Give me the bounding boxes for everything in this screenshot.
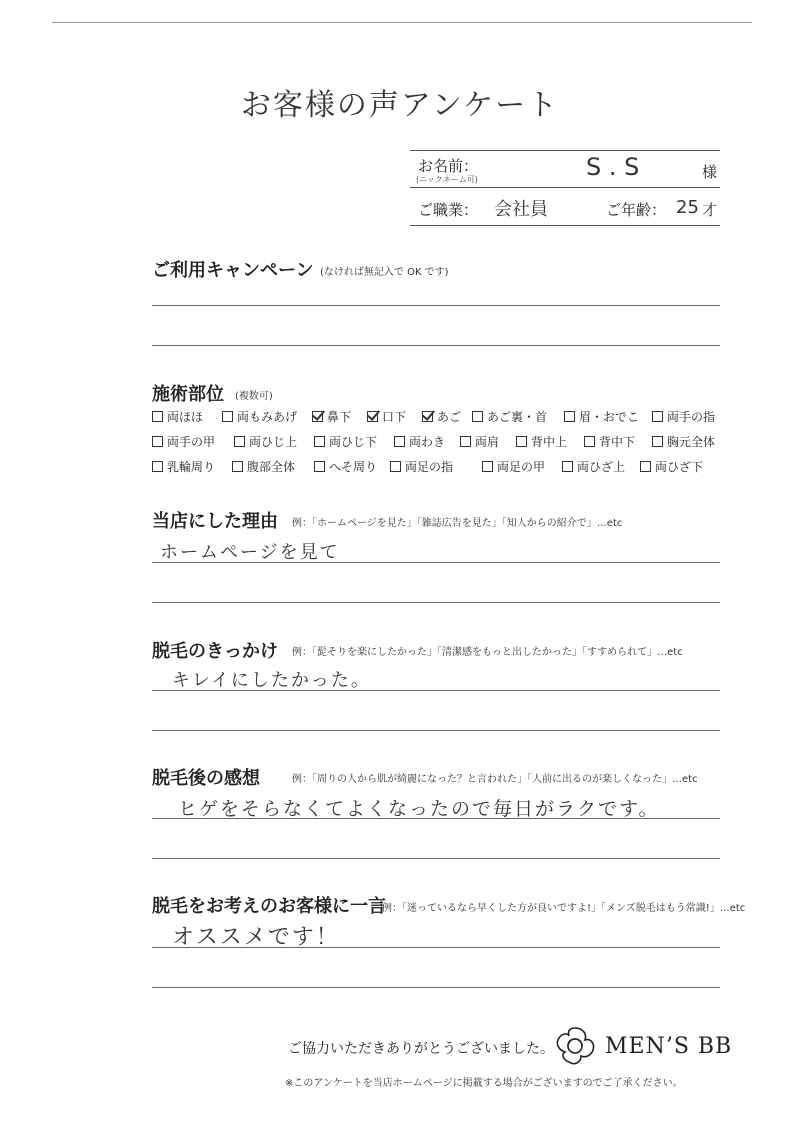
checkbox-item[interactable] [472,408,547,425]
empty-box-icon[interactable] [152,436,163,447]
empty-box-icon[interactable] [152,411,163,422]
checked-box-icon[interactable] [367,411,378,422]
empty-box-icon[interactable] [222,411,233,422]
empty-box-icon[interactable] [152,461,163,472]
parts-note: (複数可) [235,391,273,402]
checkbox-item[interactable] [232,458,295,475]
checkbox-item[interactable] [394,433,445,450]
trigger-line-2 [152,730,720,731]
checkbox-item[interactable] [367,408,406,425]
top-border-line [52,22,752,23]
brand-name: MEN’S BB [605,1034,733,1059]
checked-box-icon[interactable] [312,411,323,422]
checkbox-label: 両ひざ下 [655,460,704,474]
checkbox-label: 乳輪周り [167,460,216,474]
checkbox-item[interactable] [314,458,377,475]
checkbox-label: 両ひじ上 [249,435,298,449]
empty-box-icon[interactable] [460,436,471,447]
thanks-message: ご協力いただきありがとうございました。 [288,1041,554,1057]
checkbox-label: 口下 [382,410,407,424]
reason-line-2 [152,602,720,603]
checkbox-label: あご裏・首 [487,410,548,424]
checkbox-item[interactable] [234,433,297,450]
empty-box-icon[interactable] [640,461,651,472]
checkbox-label: 両ひざ上 [577,460,626,474]
job-label: ご職業： [418,201,479,219]
message-line-1 [152,947,720,948]
campaign-line-2 [152,345,720,346]
checkbox-label: 両足の指 [405,460,454,474]
empty-box-icon[interactable] [314,436,325,447]
campaign-line-1 [152,305,720,306]
checkbox-label: へそ周り [329,460,378,474]
trigger-title: 脱毛のきっかけ [152,641,278,662]
reason-title: 当店にした理由 [152,511,278,532]
job-value: 会社員 [494,199,548,220]
job-age-row [410,187,720,226]
checkbox-item[interactable] [460,433,499,450]
message-line-2 [152,987,720,988]
empty-box-icon[interactable] [390,461,401,472]
reason-answer: ホームページを見て [160,542,340,563]
empty-box-icon[interactable] [234,436,245,447]
message-note: 例：「迷っているなら早くした方が良いですよ!」「メンズ脱毛はもう常識!」…etc [382,903,746,914]
checkbox-label: 腹部全体 [247,460,296,474]
checkbox-item[interactable] [152,408,203,425]
empty-box-icon[interactable] [482,461,493,472]
reason-note: 例：「ホームページを見た」「雑誌広告を見た」「知人からの紹介で」…etc [292,518,623,529]
checkbox-label: 両もみあげ [237,410,298,424]
checkbox-label: 両手の甲 [167,435,216,449]
page-title: お客様の声アンケート [240,88,560,123]
checkbox-label: 眉・おでこ [579,410,639,424]
impression-title: 脱毛後の感想 [152,768,260,789]
checkbox-label: 両わき [409,435,446,449]
campaign-note: (なければ無記入で OK です) [320,267,449,278]
checkbox-item[interactable] [482,458,545,475]
age-value: 25 [676,197,699,218]
name-sub-label: (ニックネーム可) [416,175,478,184]
empty-box-icon[interactable] [394,436,405,447]
checkbox-item[interactable] [584,433,635,450]
empty-box-icon[interactable] [584,436,595,447]
name-value: S . S [586,153,640,181]
checkbox-item[interactable] [562,458,625,475]
empty-box-icon[interactable] [314,461,325,472]
publication-notice: ※このアンケートを当店ホームページに掲載する場合がございますのでご了承ください。 [285,1078,683,1089]
checkbox-label: 背中下 [599,435,636,449]
impression-line-2 [152,858,720,859]
checkbox-item[interactable] [652,433,715,450]
checkbox-item[interactable] [640,458,703,475]
checkbox-item[interactable] [314,433,377,450]
checkbox-label: 背中上 [531,435,568,449]
checkbox-item[interactable] [152,433,215,450]
impression-answer: ヒゲをそらなくてよくなったので毎日がラクです。 [178,798,660,820]
checkbox-item[interactable] [152,458,215,475]
impression-line-1 [152,818,720,819]
checkbox-label: 両足の甲 [497,460,546,474]
checkbox-label: 胸元全体 [667,435,716,449]
trigger-line-1 [152,690,720,691]
checkbox-label: 鼻下 [327,410,352,424]
checkbox-label: 両手の指 [667,410,716,424]
checkbox-item[interactable] [312,408,351,425]
reason-line-1 [152,562,720,563]
trigger-note: 例：「髭そりを楽にしたかった」「清潔感をもっと出したかった」「すすめられて」…etc [292,647,683,658]
checkbox-label: 両肩 [475,435,500,449]
age-suffix: 才 [702,201,718,219]
campaign-title: ご利用キャンペーン [152,260,314,281]
name-row [410,151,720,188]
impression-note: 例：「周りの人から肌が綺麗になった？と言われた」「人前に出るのが楽しくなった」…etc [292,774,698,785]
checkbox-item[interactable] [390,458,453,475]
parts-title: 施術部位 [152,384,224,405]
empty-box-icon[interactable] [562,461,573,472]
trigger-answer: キレイにしたかった。 [172,670,371,691]
empty-box-icon[interactable] [652,411,663,422]
message-answer: オススメです！ [172,925,340,950]
checkbox-item[interactable] [422,408,461,425]
name-suffix: 様 [702,163,718,181]
checkbox-label: 両ほほ [167,410,204,424]
empty-box-icon[interactable] [652,436,663,447]
message-title: 脱毛をお考えのお客様に一言 [152,896,386,917]
empty-box-icon[interactable] [564,411,575,422]
customer-info-box [410,150,720,225]
checkbox-item[interactable] [222,408,297,425]
name-label: お名前： [418,157,479,175]
checked-box-icon[interactable] [422,411,433,422]
checkbox-item[interactable] [564,408,639,425]
empty-box-icon[interactable] [516,436,527,447]
checkbox-item[interactable] [652,408,715,425]
age-label: ご年齢： [606,201,667,219]
checkbox-label: あご [437,410,462,424]
checkbox-item[interactable] [516,433,567,450]
checkbox-label: 両ひじ下 [329,435,378,449]
empty-box-icon[interactable] [232,461,243,472]
empty-box-icon[interactable] [472,411,483,422]
camellia-logo-icon [553,1024,597,1068]
